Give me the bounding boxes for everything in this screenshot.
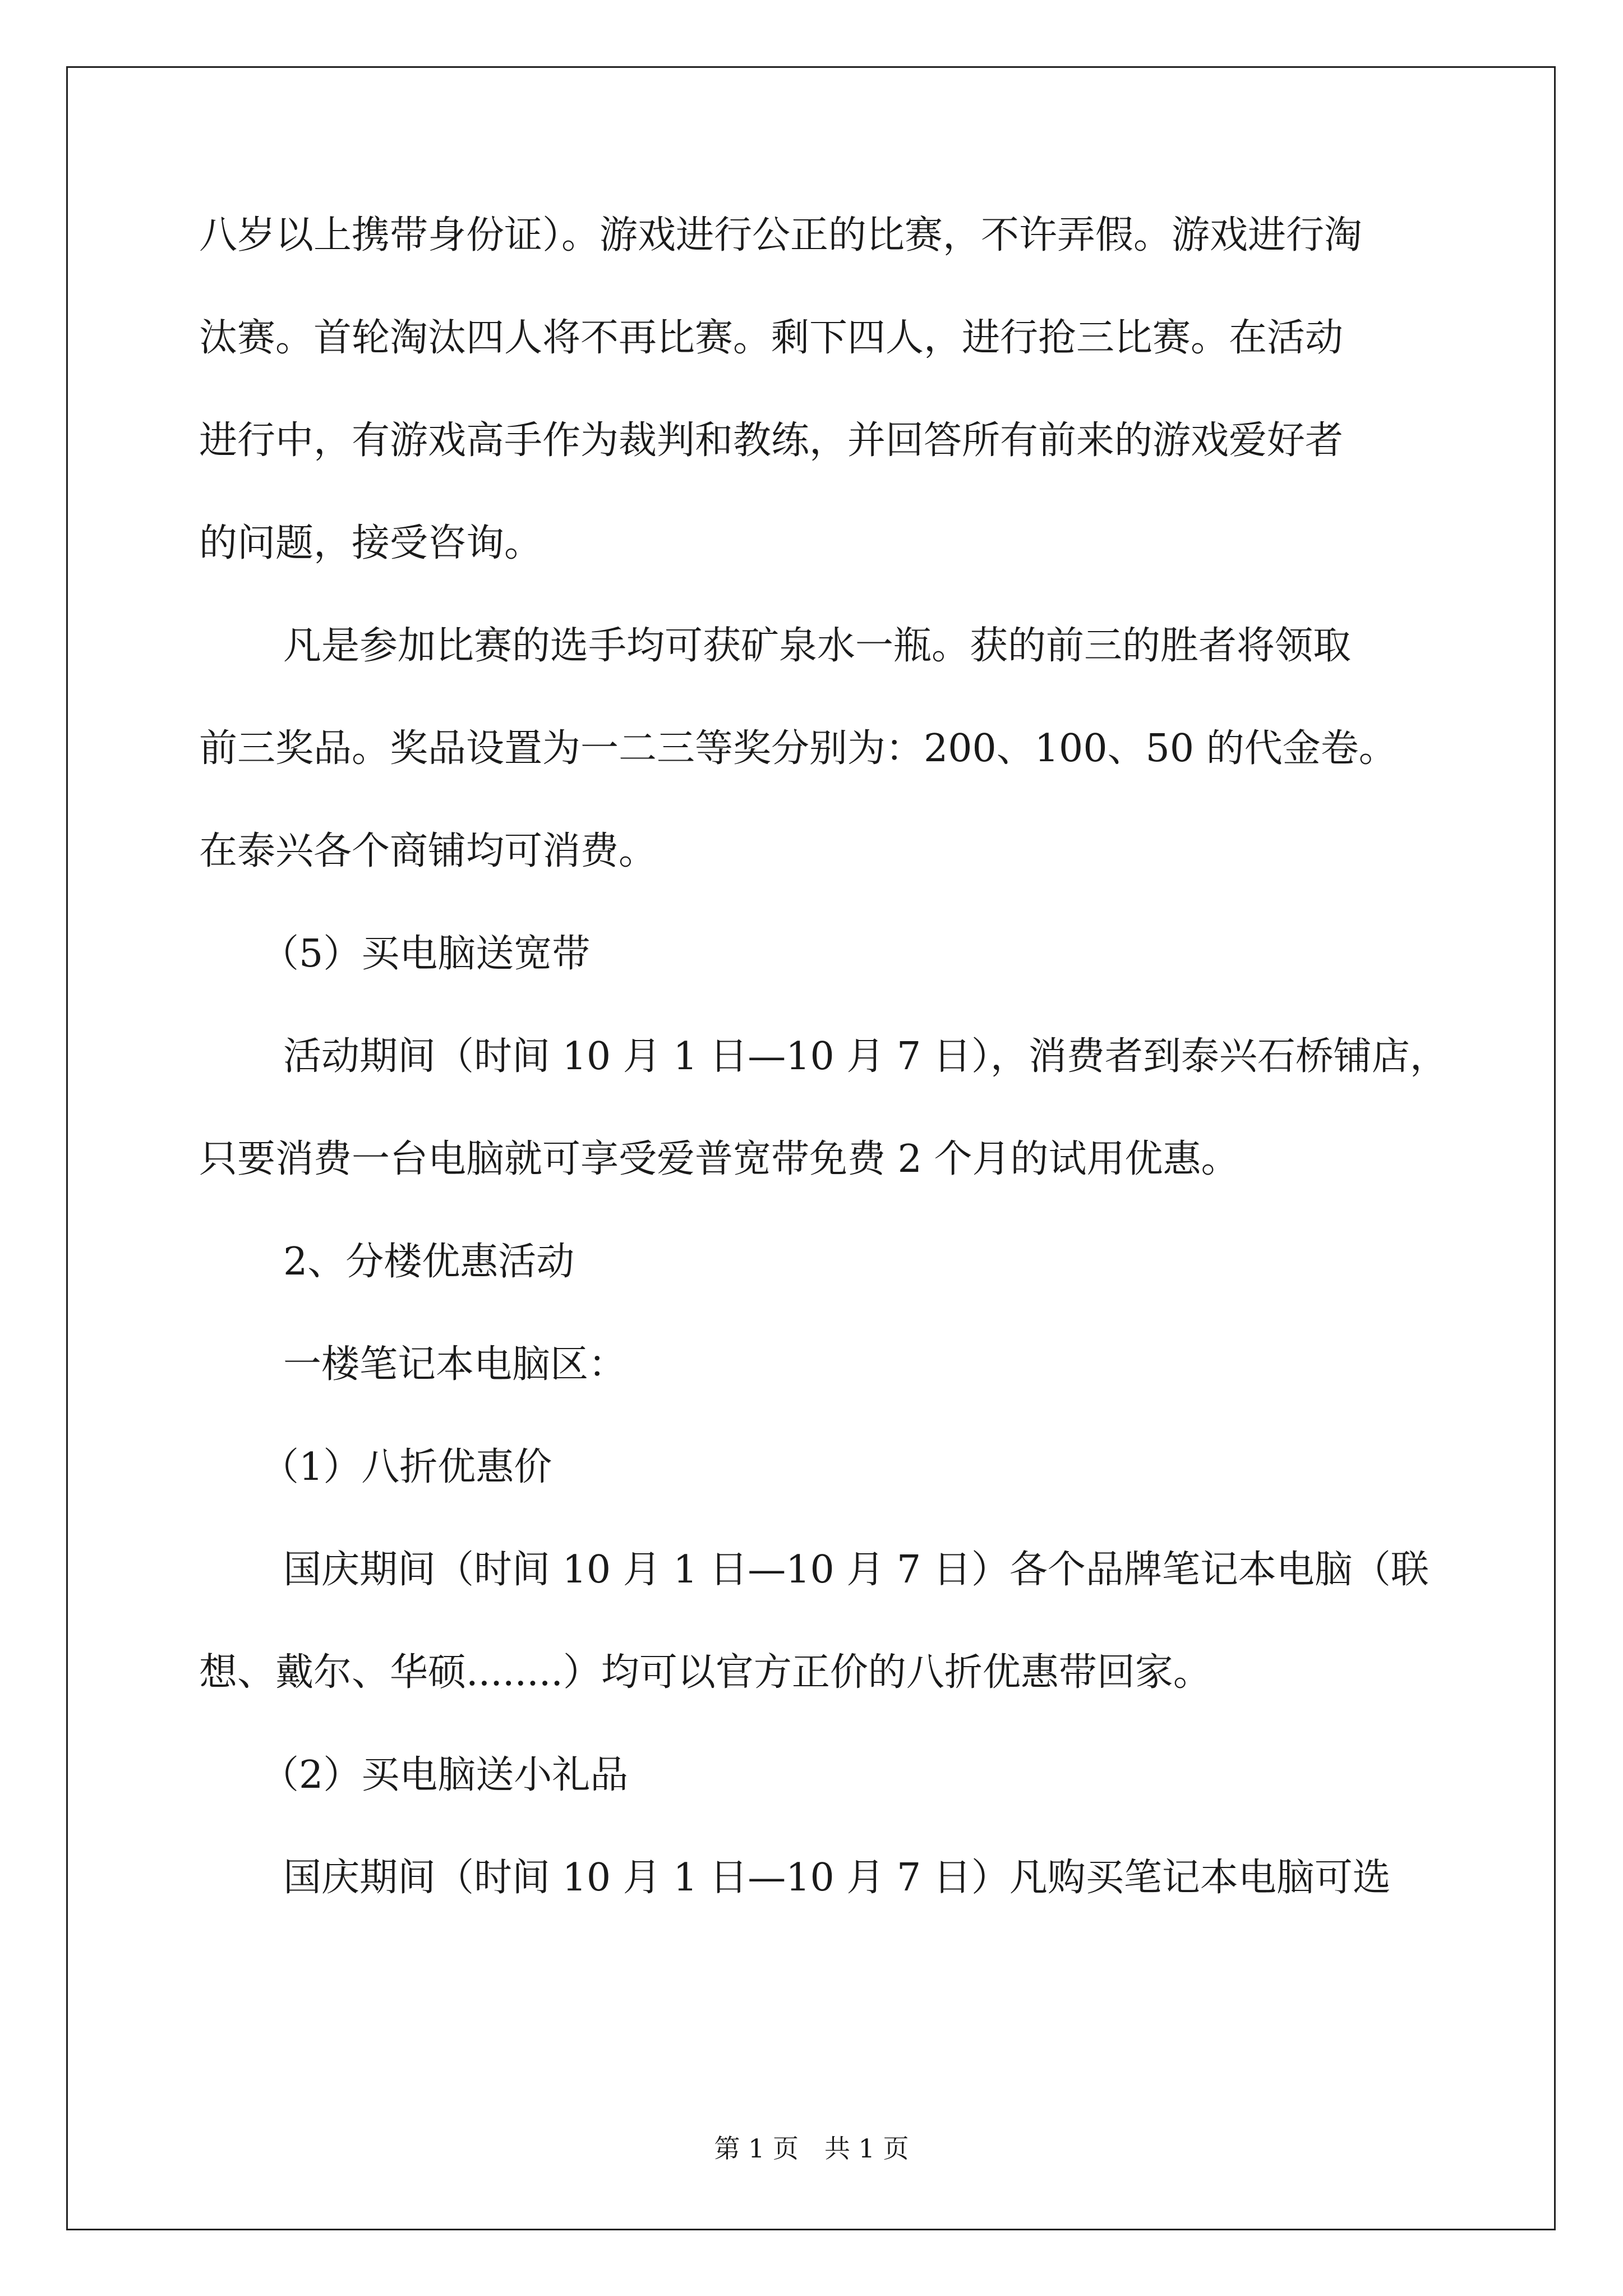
text-line: 进行中，有游戏高手作为裁判和教练，并回答所有前来的游戏爱好者 [199,418,1344,463]
text-line: 只要消费一台电脑就可享受爱普宽带免费 2 个月的试用优惠。 [199,1137,1239,1181]
section-heading: 2、分楼优惠活动 [283,1240,575,1284]
section-heading: 一楼笔记本电脑区： [283,1342,627,1387]
text-line: 国庆期间（时间 10 月 1 日—10 月 7 日）各个品牌笔记本电脑（联 [283,1548,1429,1592]
section-heading: （5）买电脑送宽带 [261,932,591,976]
section-heading: （1）八折优惠价 [261,1445,552,1489]
text-line: 前三奖品。奖品设置为一二三等奖分别为：200、100、50 的代金卷。 [199,726,1397,771]
section-heading: （2）买电脑送小礼品 [261,1753,629,1797]
text-line: 汰赛。首轮淘汰四人将不再比赛。剩下四人，进行抢三比赛。在活动 [199,316,1344,360]
text-line: 八岁以上携带身份证）。游戏进行公正的比赛，不许弄假。游戏进行淘 [199,213,1363,257]
text-line: 凡是参加比赛的选手均可获矿泉水一瓶。获的前三的胜者将领取 [283,624,1352,668]
text-line: 活动期间（时间 10 月 1 日—10 月 7 日），消费者到泰兴石桥铺店， [283,1034,1448,1079]
text-line: 的问题，接受咨询。 [199,521,543,565]
text-line: 想、戴尔、华硕........）均可以官方正价的八折优惠带回家。 [199,1650,1211,1695]
text-line: 国庆期间（时间 10 月 1 日—10 月 7 日）凡购买笔记本电脑可选 [283,1856,1391,1900]
page-number-footer: 第 1 页 共 1 页 [714,2133,909,2164]
text-line: 在泰兴各个商铺均可消费。 [199,829,657,873]
